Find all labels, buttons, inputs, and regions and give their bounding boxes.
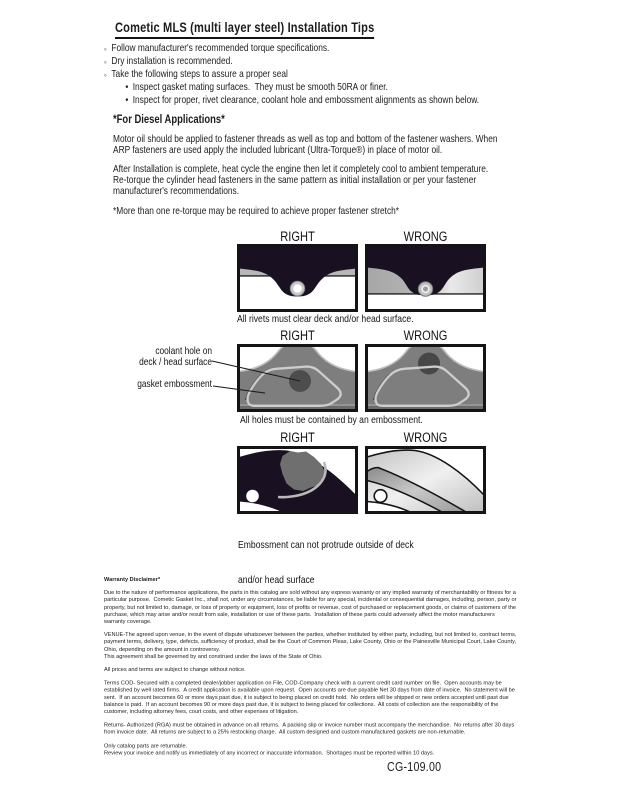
figure3-wrong-label: WRONG <box>403 430 448 445</box>
warranty-paragraph: This agreement shall be governed by and construed under the laws of the State of Ohio. <box>104 652 323 660</box>
list-item <box>104 43 612 56</box>
gasket-embossment-label: gasket embossment <box>137 379 212 390</box>
retorque-note: *More than one re-torque may be required to achieve proper fastener stretch* <box>113 206 400 217</box>
list-item <box>104 56 612 69</box>
coolant-hole-icon <box>418 353 440 375</box>
installation-tips-list <box>104 43 612 108</box>
embossment-protrusion-wrong-diagram <box>365 446 486 514</box>
page-number: CG-109.00 <box>387 759 442 774</box>
diesel-paragraph-2: After Installation is complete, heat cycle the engine then let it completely cool to ambient temperature. Re-torque the cylinder head fasteners in the same pattern as initial installation or per your fastener manufacturer's recommendations. <box>113 164 491 197</box>
bullet-text: Take the following steps to assure a proper seal <box>111 68 288 80</box>
coolant-hole-label: coolant hole on deck / head surface <box>139 346 212 368</box>
figure1-wrong-label: WRONG <box>403 229 448 244</box>
open-bullet-icon: ◦ <box>104 56 107 67</box>
warranty-paragraph: Terms COD- Secured with a completed dealer/jobber application on File, COD-Company check with a current credit card number on file. Open accounts may be established by well rated firms. A credit application is available upon request. Open accounts are due payable Net 30 days from date of invoice. No statement will be sent. If an account becomes 60 or more days past due, it is subject to being placed on credit hold. No orders will be shipped or new orders accepted until past due balance is paid. If an account becomes 90 or more days past due, it is subject to being placed for collections. All costs of collection are the responsibility of the customer, including attorney fees, court costs, and other expenses of litigation. <box>104 679 517 715</box>
bolt-hole-icon <box>374 490 387 503</box>
list-item <box>125 95 612 108</box>
open-bullet-icon: ◦ <box>104 69 107 80</box>
warranty-paragraph: Due to the nature of performance applications, the parts in this catalog are sold without any express warranty or any implied warranty of merchantability or fitness for a particular purpose. Cometic Gasket Inc., shall not, under any circumstances, be liable for any special, incidental or consequential damages, including, person, party or property, but not limited to, damage, or loss of property or equipment, loss of profits or revenue, cost of purchased or replacement goods, or claims of customers of the purchase, which may arise and/or result from sale, installation or use of these parts. Installation of these parts could adversely affect the motor manufacturers warranty coverage. <box>104 589 519 625</box>
bolt-hole-icon <box>246 490 259 503</box>
bullet-text: Follow manufacturer's recommended torque specifications. <box>111 43 330 54</box>
figure1-caption: All rivets must clear deck and/or head surface. <box>237 313 414 325</box>
open-bullet-icon: ◦ <box>104 44 107 54</box>
warranty-disclaimer <box>104 576 517 763</box>
figure3-right-label: RIGHT <box>280 430 315 445</box>
list-item <box>104 69 612 82</box>
figure2-caption: All holes must be contained by an embossment. <box>240 414 423 426</box>
diesel-paragraph-1: Motor oil should be applied to fastener threads as well as top and bottom of the fastener washers. When ARP fasteners are used apply the included lubricant (Ultra-Torque®) in place of motor oil. <box>113 134 500 156</box>
warranty-paragraph: Returns- Authorized (RGA) must be obtained in advance on all returns. A packing slip or invoice number must accompany the merchandise. No returns after 30 days from invoice date. All returns are subject to a 25% restocking charge. All custom designed and custom manufactured gaskets are non-returnable. <box>104 721 516 736</box>
embossment-protrusion-right-diagram <box>237 446 358 514</box>
figure2-right-label: RIGHT <box>280 328 315 343</box>
rivet-clearance-wrong-diagram <box>365 244 486 312</box>
figure3-caption: Embossment can not protrude outside of deck and/or head surface <box>238 539 414 586</box>
embossment-containment-wrong-diagram <box>365 344 486 412</box>
bullet-text: Inspect gasket mating surfaces. They must be smooth 50RA or finer. <box>132 81 388 93</box>
page-title: Cometic MLS (multi layer steel) Installation Tips <box>115 20 374 39</box>
filled-bullet-icon: • <box>125 81 129 93</box>
warranty-heading: Warranty Disclaimer* <box>104 576 161 583</box>
rivet-clearance-right-diagram <box>237 244 358 312</box>
figure2-wrong-label: WRONG <box>403 328 448 343</box>
diesel-applications-heading: *For Diesel Applications* <box>113 114 225 126</box>
warranty-paragraph: Review your invoice and notify us immediately of any incorrect or inaccurate information. Shortages must be reported within 10 days. <box>104 749 435 756</box>
bullet-text: Inspect for proper, rivet clearance, coolant hole and embossment alignments as shown below. <box>132 94 480 106</box>
warranty-paragraph: Only catalog parts are returnable. <box>104 742 188 749</box>
leader-lines <box>140 350 310 405</box>
list-item <box>125 82 612 95</box>
figure1-right-label: RIGHT <box>280 229 315 244</box>
warranty-paragraph: All prices and terms are subject to change without notice. <box>104 666 246 673</box>
filled-bullet-icon: • <box>125 94 129 106</box>
bullet-text: Dry installation is recommended. <box>111 55 233 67</box>
warranty-paragraph: VENUE-The agreed upon venue, in the event of dispute whatsoever between the parties, whether instituted by either party, including, but not limited to, contract terms, payment terms, delivery, type, defects, sufficiency of product, shall be the Court of Common Pleas, Lake County, Ohio or the Painesville Municipal Court, Lake County, Ohio, depending on the amount in controversy. <box>104 631 518 653</box>
